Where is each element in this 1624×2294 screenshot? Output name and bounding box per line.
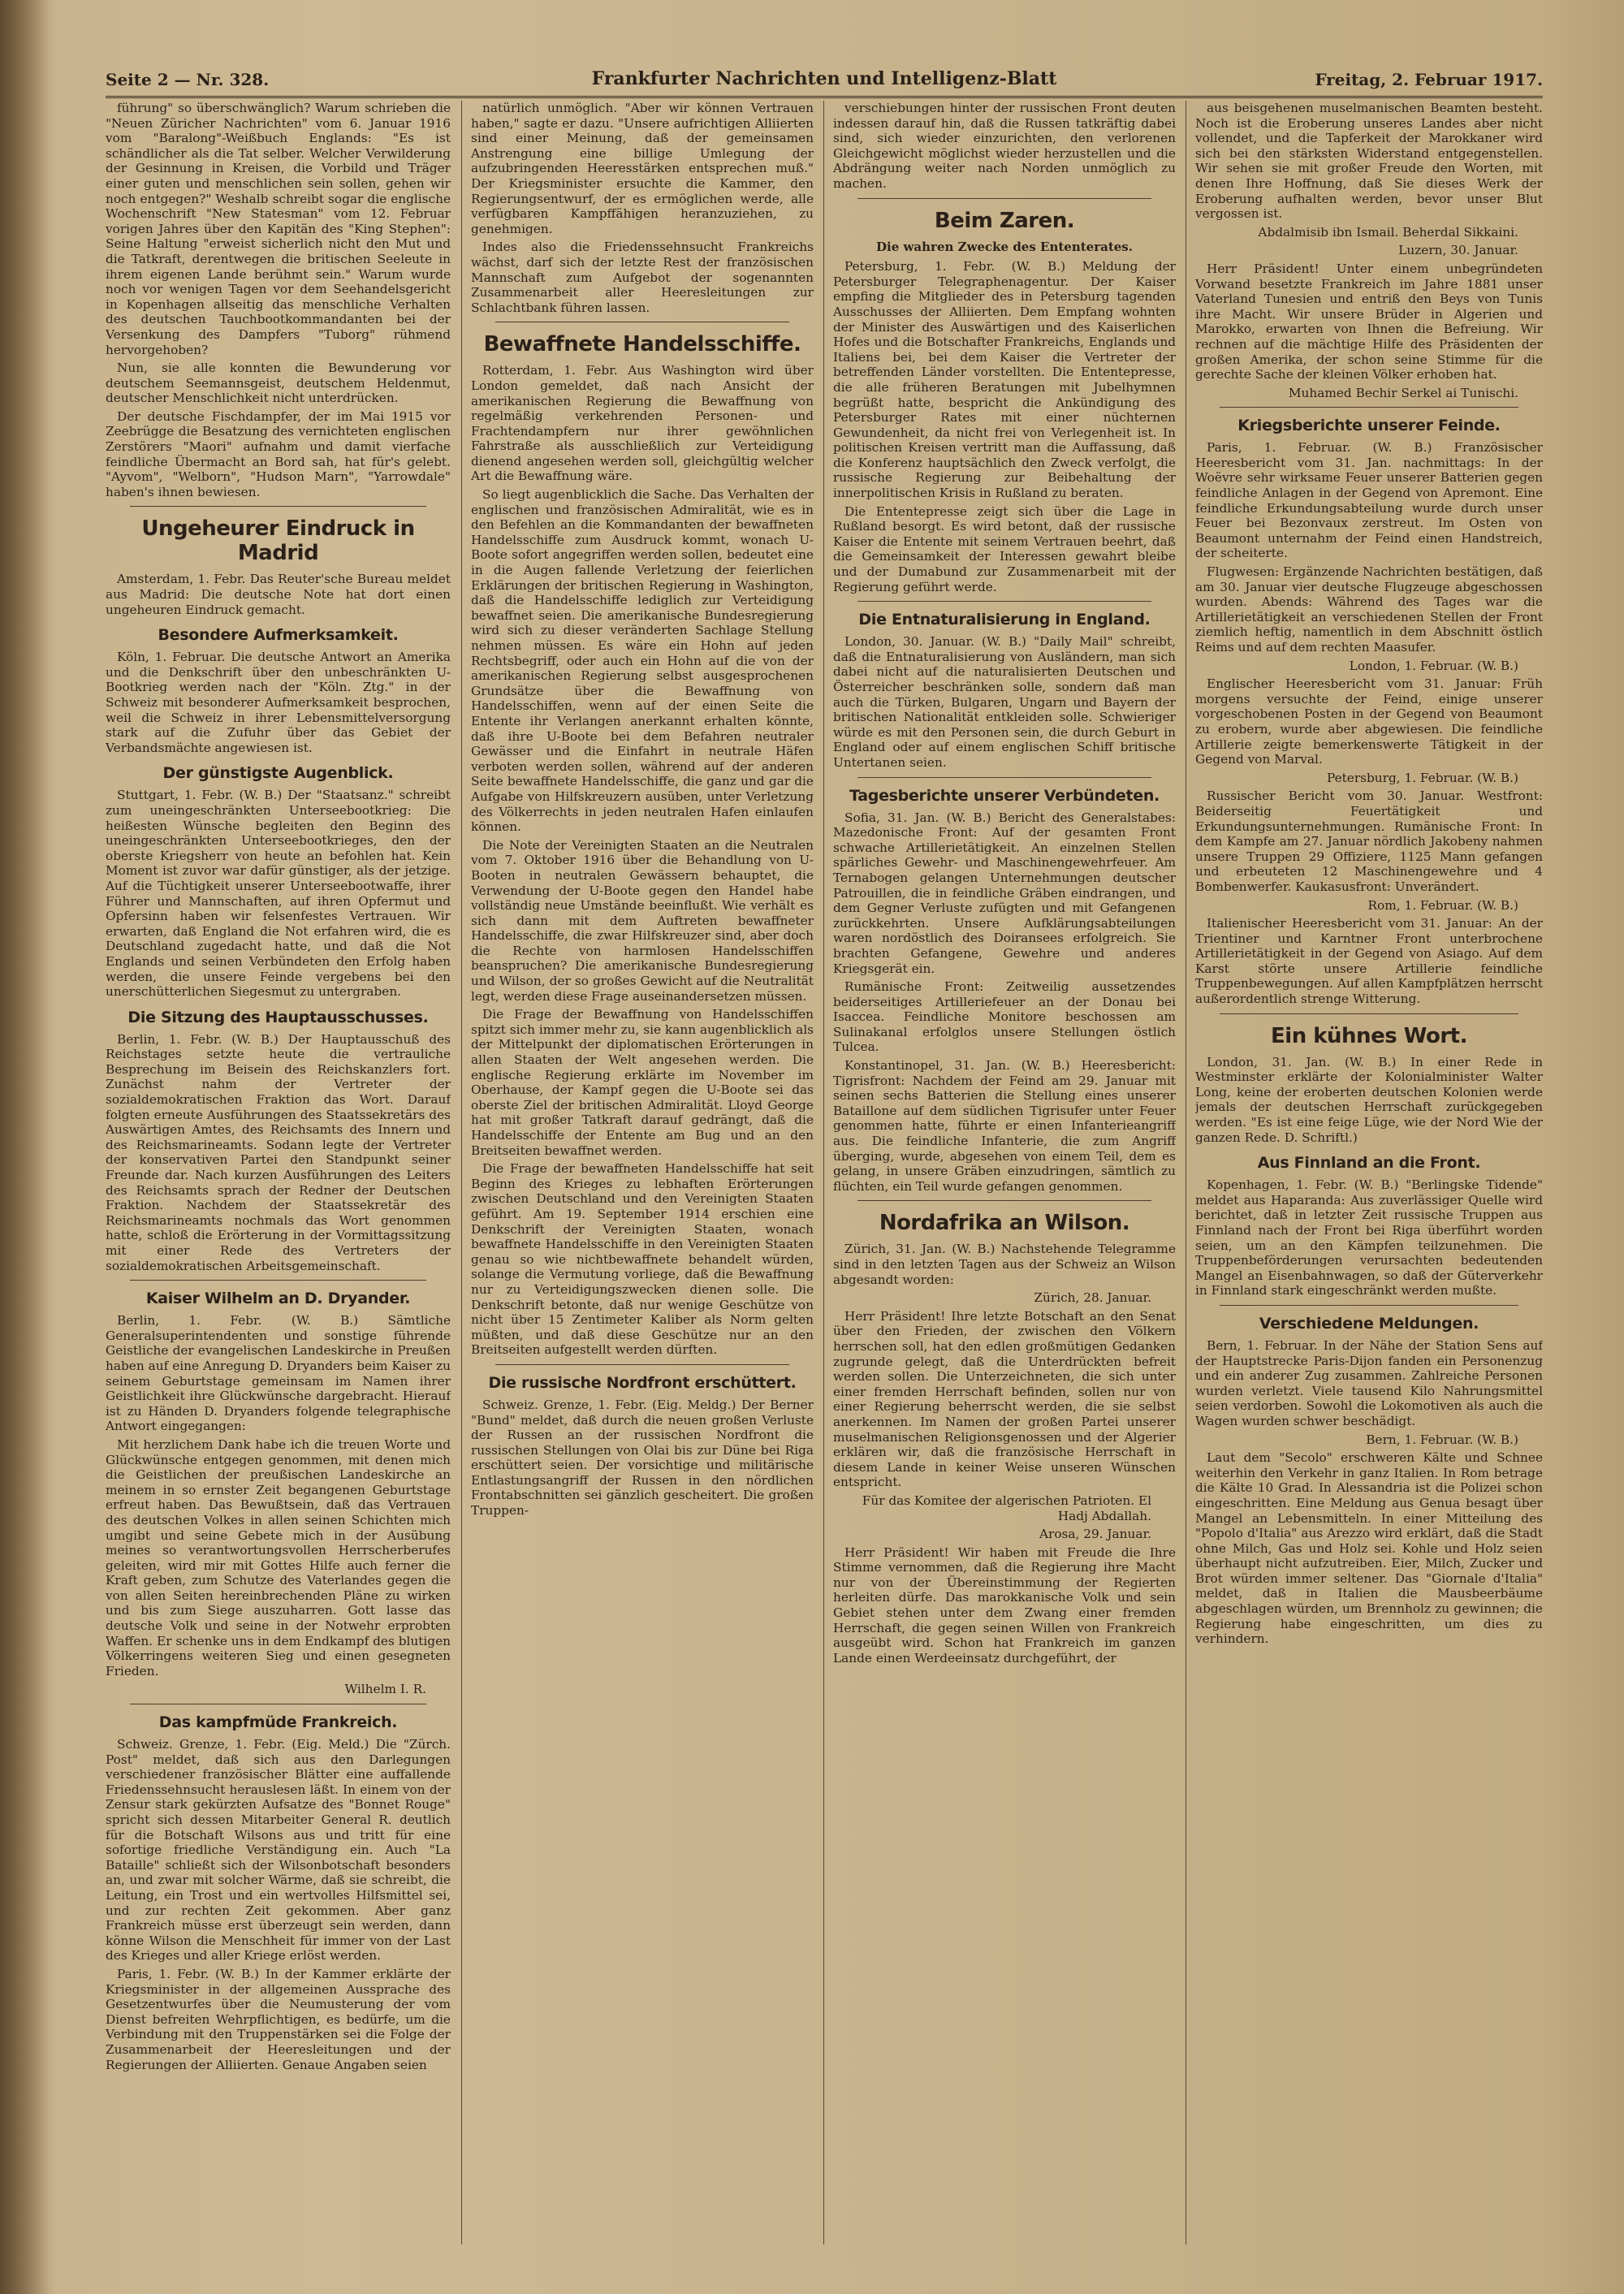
article-text: Bern, 1. Februar. In der Nähe der Station Sens auf der Hauptstrecke Paris-Dijon fanden ein Personenzug und ein anderer Zug zusammen. Zahlreiche Personen wurden verletzt. Viele tausend Kilo Nahrungsmittel seien verdorben. Sowohl die Lokomotiven als auch die Wagen wurden schwer beschädigt.	[1195, 1337, 1543, 1428]
article-text: Paris, 1. Febr. (W. B.) In der Kammer erklärte der Kriegsminister in der allgemeinen Aussprache des Gesetzentwurfes über die Neumusterung der vom Dienst befreiten Wehrpflichtigen, es bedürfe, um die Verbindung mit den Truppenstärken sei die Folge der Zusammenarbeit der Heeresleitungen und der Regierungen der Alliierten. Genaue Angaben seien	[106, 1966, 451, 2072]
dateline: Petersburg, 1. Februar. (W. B.)	[1326, 770, 1518, 785]
article-text: Köln, 1. Februar. Die deutsche Antwort an Amerika und die Denkschrift über den unbeschränkten U-Bootkrieg werden nach der "Köln. Ztg." in der Schweiz mit besonderer Aufmerksamkeit besprochen, weil die Schweiz in ihrer Lebensmittelversorgung stark auf die Zufuhr über das Gebiet der Verbandsmächte angewiesen ist.	[106, 650, 451, 755]
headline-kaiser: Kaiser Wilhelm an D. Dryander.	[145, 1290, 411, 1308]
divider	[857, 777, 1151, 778]
article-text: führung" so überschwänglich? Warum schrieben die "Neuen Züricher Nachrichten" vom 6. Januar 1916 vom "Baralong"-Weißbuch Englands: "Es ist schändlicher als die Tat selber. Welcher Verwilderung der Gesinnung in Kreisen, die Vorbild und Träger einer guten und menschlichen sein sollen, gehen wir noch entgegen?" Weshalb schreibt sogar die englische Wochenschrift "New Statesman" vom 12. Februar vorigen Jahres über den Kapitän des "King Stephen": Seine Haltung "erweist sicherlich nicht den Mut und die Tatkraft, derentwegen die britischen Seeleute in ihrem eigenen Lande berühmt sein." Warum wurde noch vor wenigen Tagen vor dem Seehandelsgericht in Kopenhagen allseitig das menschliche Verhalten des deutschen Tauchbootkommandanten bei der Versenkung des Dampfers "Tuborg" rühmend hervorgehoben?	[106, 101, 451, 357]
headline-finnland: Aus Finnland an die Front.	[1257, 1154, 1481, 1173]
article-text: Laut dem "Secolo" erschweren Kälte und Schnee weiterhin den Verkehr in ganz Italien. In Rom betrage die Kälte 10 Grad. In Alessandria ist die Polizei schon eingeschritten. Eine Meldung aus Genua besagt über Mangel an Lebensmitteln. In einer Mitteilung des "Popolo d'Italia" aus Arezzo wird erklärt, daß die Stadt ohne Milch, Gas und Holz sei. Kohle und Holz seien überhaupt nicht aufzutreiben. Eier, Milch, Zucker und Brot würden immer seltener. Das "Giornale d'Italia" meldet, daß in Italien die Mausbeerbäume abgeschlagen würden, um Brennholz zu gewinnen; die Regierung habe eingeschritten, um dies zu verhindern.	[1195, 1450, 1543, 1647]
headline-aufmerksamkeit: Besondere Aufmerksamkeit.	[158, 626, 399, 645]
headline-augenblick: Der günstigste Augenblick.	[162, 764, 394, 783]
article-text: Paris, 1. Februar. (W. B.) Französischer Heeresbericht vom 31. Jan. nachmittags: In der Woëvre sehr wirksame Feuer unserer Batterien gegen feindliche Anlagen in der Gegend von Apremont. Eine feindliche Erkundungsabteilung wurde durch unser Feuer bei Bezonvaux zerstreut. Im Osten von Beaumont unternahm der Feind einen Handstreich, der scheiterte.	[1195, 440, 1543, 561]
divider	[857, 198, 1151, 199]
article-text: So liegt augenblicklich die Sache. Das Verhalten der englischen und französischen Admiralität, wie es in den Befehlen an die Kommandanten der bewaffneten Handelsschiffe zum Ausdruck kommt, wonach U-Boote sofort angegriffen werden sollen, bedeutet eine in die Augen fallende Verletzung der feierlichen Erklärungen der britischen Regierung in Washington, daß die Handelsschiffe lediglich zur Verteidigung bewaffnet seien. Die amerikanische Bundesregierung wird sich zu dieser veränderten Sachlage Stellung nehmen müssen. Es wäre ein Hohn auf jeden Rechtsbegriff, oder auch ein Hohn auf die von der amerikanischen Regierung selbst ausgesprochenen Grundsätze über die Bewaffnung von Handelsschiffen, wenn auf der einen Seite die Entente ihr Verlangen anerkannt erhalten könnte, daß ihre U-Boote bei dem Befahren neutraler Gewässer und die Einfahrt in neutrale Häfen verboten werden sollen, während auf der anderen Seite bewaffnete Handelsschiffe, die ganz und gar die Aufgabe von Hilfskreuzern ausüben, unter Verletzung des Völkerrechts in jeden neutralen Hafen einlaufen können.	[471, 487, 814, 835]
article-text: Der deutsche Fischdampfer, der im Mai 1915 vor Zeebrügge die Besatzung des vernichteten englischen Zerstörers "Maori" aufnahm und damit vierfache feindliche Übermacht an Bord sah, hat für's gelebt. "Ayvom", "Welborn", "Hudson Marn", "Yarrowdale" haben's ihnen bewiesen.	[106, 408, 451, 499]
headline-meldungen: Verschiedene Meldungen.	[1259, 1314, 1479, 1333]
divider	[857, 1200, 1151, 1201]
article-text: London, 30. Januar. (W. B.) "Daily Mail" schreibt, daß die Entnaturalisierung von Ausländern, man sich dabei nicht auf die naturalisierten Deutschen und Österreicher beschränken solle, sondern daß man auch die Türken, Bulgaren, Ungarn und Bayern der britischen Nationalität entkleiden solle. Schwieriger würde es mit den Personen sein, die durch Geburt in England oder auf einem englischen Schiff britische Untertanen seien.	[833, 634, 1176, 770]
article-text: natürlich unmöglich. "Aber wir können Vertrauen haben," sagte er dazu. "Unsere aufrichtigen Alliierten sind einer Meinung, daß der gemeinsamen Anstrengung eine billige Umlegung der aufzubringenden Heeresstärken entsprechen muß." Der Kriegsminister ersuchte die Kammer, den Regierungsentwurf, der es ermöglichen werde, alle verfügbaren Kampffähigen heranzuziehen, zu genehmigen.	[471, 101, 814, 236]
article-text: Russischer Bericht vom 30. Januar. Westfront: Beiderseitig Feuertätigkeit und Erkundungsunternehmungen. Rumänische Front: In dem Kampfe am 27. Januar nördlich Jakobeny nahmen unsere Truppen 29 Offiziere, 1125 Mann gefangen und erbeuteten 12 Maschinengewehre und 4 Bombenwerfer. Kaukasusfront: Unverändert.	[1195, 788, 1543, 894]
divider	[130, 506, 426, 507]
article-text: Englischer Heeresbericht vom 31. Januar: Früh morgens versuchte der Feind, einige unserer vorgeschobenen Posten in der Gegend von Beaumont zu erobern, wurde aber abgewiesen. Die feindliche Artillerie zeigte bemerkenswerte Tätigkeit in der Gegend von Marval.	[1195, 676, 1543, 767]
article-text: Petersburg, 1. Febr. (W. B.) Meldung der Petersburger Telegraphenagentur. Der Kaiser empfing die Mitglieder des in Petersburg tagenden Ausschusses der Alliierten. Dem Empfang wohnten der Minister des Auswärtigen und des Kaiserlichen Hofes und die Botschafter Frankreichs, Englands und Italiens bei, bei dem Kaiser die Vertreter der betreffenden Länder vorstellten. Die Ententepresse, die alle früheren Beratungen mit Jubelhymnen begrüßt hatte, bespricht die Ankündigung des Petersburger Rates mit einer nüchternen Gewundenheit, da nicht frei von Verlegenheit ist. In politischen Kreisen vertritt man die Auffassung, daß die Konferenz hauptsächlich den Zweck verfolgt, die russische Regierung zur Beibehaltung der innerpolitischen Krisis in Rußland zu beraten.	[833, 259, 1176, 501]
dateline: Bern, 1. Februar. (W. B.)	[1366, 1432, 1518, 1447]
headline-entnaturalisierung: Die Entnaturalisierung in England.	[858, 611, 1151, 629]
article-text: Die Note der Vereinigten Staaten an die Neutralen vom 7. Oktober 1916 über die Behandlung von U-Booten in neutralen Gewässern behauptet, die Verwendung der U-Boote gegen den Handel habe vollständig neue Umstände beeinflußt. Wie verhält es sich dann mit dem Auftreten bewaffneter Handelsschiffe, die zwar Hilfskreuzer sind, aber doch die Rechte von harmlosen Handelsschiffen beanspruchen? Die amerikanische Bundesregierung und Wilson, der so großes Gewicht auf die Neutralität legt, werden diese Frage auseinandersetzen müssen.	[471, 837, 814, 1004]
column-1	[106, 101, 451, 2244]
issue-date: Freitag, 2. Februar 1917.	[1315, 70, 1543, 89]
article-text: Die Ententepresse zeigt sich über die Lage in Rußland besorgt. Es wird betont, daß der russische Kaiser die Entente mit seinem Vertrauen beehrt, daß die Gemeinsamkeit der Interessen gewahrt bleibe und der Dumabund zur Zusammenarbeit mit der Regierung geführt werde.	[833, 503, 1176, 594]
column-3	[833, 101, 1176, 2244]
dateline: Zürich, 28. Januar.	[1034, 1290, 1151, 1306]
dateline: Luzern, 30. Januar.	[1398, 243, 1518, 258]
article-text: Flugwesen: Ergänzende Nachrichten bestätigen, daß am 30. Januar vier deutsche Flugzeuge abgeschossen wurden. Abends: Während des Tages war die Artillerietätigkeit an verschiedenen Stellen der Front ziemlich heftig, namentlich in dem Abschnitt östlich Reims und auf dem rechten Maasufer.	[1195, 564, 1543, 655]
page-number: Seite 2 — Nr. 328.	[106, 70, 270, 89]
headline-wilson: Nordafrika an Wilson.	[879, 1211, 1130, 1236]
article-text: Rumänische Front: Zeitweilig aussetzendes beiderseitiges Artilleriefeuer an der Donau bei Isaccea. Feindliche Monitore beschossen am Sulinakanal erfolglos unsere Stellungen östlich Tulcea.	[833, 979, 1176, 1055]
dateline: Rom, 1. Februar. (W. B.)	[1367, 897, 1518, 913]
column-2	[471, 101, 814, 2244]
column-rule	[461, 101, 462, 2244]
newspaper-title: Frankfurter Nachrichten und Intelligenz-Blatt	[591, 68, 1057, 89]
signature: Für das Komitee der algerischen Patrioten. El Hadj Abdallah.	[862, 1493, 1151, 1523]
divider	[1220, 1013, 1518, 1014]
dateline: London, 1. Februar. (W. B.)	[1349, 658, 1518, 673]
column-rule	[823, 101, 824, 2244]
article-text: Konstantinopel, 31. Jan. (W. B.) Heeresbericht: Tigrisfront: Nachdem der Feind am 29. Januar mit seinen sechs Batterien die Stellung eines unserer Bataillone auf dem südlichen Tigrisufer unter Feuer genommen hatte, führte er einen Infanterieangriff aus. Die feindliche Infanterie, die zum Angriff überging, wurde, abgesehen von einem Teil, dem es gelang, in unsere Gräben einzudringen, sämtlich zu flüchten, ein Teil wurde gefangen genommen.	[833, 1058, 1176, 1194]
page-header	[106, 63, 1543, 98]
article-text: Schweiz. Grenze, 1. Febr. (Eig. Meld.) Die "Zürch. Post" meldet, daß sich aus den Darlegungen verschiedener französischer Blätter eine auffallende Friedenssehnsucht herauslesen läßt. In einem von der Zensur stark gekürzten Aufsatze des "Bonnet Rouge" spricht sich dessen Mitarbeiter General R. deutlich für die Botschaft Wilsons aus und tritt für eine sofortige friedliche Verständigung ein. Auch "La Bataille" schließt sich der Wilsonbotschaft besonders an, und zwar mit solcher Wärme, daß sie schreibt, die Leitung, ein Trost und ein wertvolles Hilfsmittel sei, und zur rechten Zeit gekommen. Aber ganz Frankreich müsse erst überzeugt sein werden, dann könne Wilson die Menschheit für immer von der Last des Krieges und aller Kriege erlöst werden.	[106, 1737, 451, 1964]
article-text: Sofia, 31. Jan. (W. B.) Bericht des Generalstabes: Mazedonische Front: Auf der gesamten Front schwache Artillerietätigkeit. An einzelnen Stellen spärliches Gewehr- und Maschinengewehrfeuer. Am Ternabogen gelangen Unternehmungen deutscher Patrouillen, die in feindliche Gräben eindrangen, und dem Gegner Verluste zufügten und mit Gefangenen zurückkehrten. Unsere Aufklärungsabteilungen waren nordöstlich des Doiransees erfolgreich. Sie brachten Gefangene, Gewehre und anderes Kriegsgerät ein.	[833, 810, 1176, 976]
article-text: Kopenhagen, 1. Febr. (W. B.) "Berlingske Tidende" meldet aus Haparanda: Aus zuverlässiger Quelle wird berichtet, daß in letzter Zeit russische Truppen aus Finnland nach der Front bei Riga überführt worden seien, um an den Kämpfen teilzunehmen. Die Truppenbeförderungen verursachten bedeutenden Mangel an Eisenbahnwagen, so daß der Güterverkehr in Finnland stark eingeschränkt werden mußte.	[1195, 1177, 1543, 1298]
article-text: Italienischer Heeresbericht vom 31. Januar: An der Trientiner und Karntner Front unterbrochene Artillerietätigkeit in der Gegend von Asiago. Auf dem Karst störte unsere Artillerie feindliche Truppenbewegungen. Auf allen Kampfplätzen herrscht außerordentlich strenge Witterung.	[1195, 916, 1543, 1007]
signature: Wilhelm I. R.	[344, 1682, 426, 1697]
article-text: Herr Präsident! Unter einem unbegründeten Vorwand besetzte Frankreich im Jahre 1881 unser Vaterland Tunesien und entriß den Beys von Tunis ihre Macht. Wir unsere Brüder in Algerien und Marokko, erwarten von Ihnen die Befreiung. Wir rechnen auf die mächtige Hilfe des Präsidenten der großen Amerika, der schon seine Stimme für die gerechte Sache der kleinen Völker erhoben hat.	[1195, 261, 1543, 382]
article-text: Berlin, 1. Febr. (W. B.) Sämtliche Generalsuperintendenten und sonstige führende Geistliche der evangelischen Landeskirche in Preußen haben auf eine Anregung D. Dryanders beim Kaiser zu seinem Geburtstage gemeinsam im Namen ihrer Geistlichkeit ihre Glückwünsche dargebracht. Hierauf ist zu Händen D. Dryanders folgende telegraphische Antwort eingegangen:	[106, 1313, 451, 1434]
headline-handelsschiffe: Bewaffnete Handelsschiffe.	[483, 332, 801, 357]
headline-nordfront: Die russische Nordfront erschüttert.	[488, 1373, 797, 1392]
subheadline: Die wahren Zwecke des Ententerates.	[876, 239, 1133, 254]
signature: Abdalmisib ibn Ismail. Beherdal Sikkaini.	[1258, 224, 1518, 240]
divider	[1220, 1305, 1518, 1306]
article-text: aus beisgehenen muselmanischen Beamten besteht. Noch ist die Eroberung unseres Landes aber nicht vollendet, und die Tapferkeit der Marokkaner wird sich bei den stärksten Widerstand entgegenstellen. Wir sehen sie mit großer Freude den Worten, mit denen Ihre Hoffnung, daß Sie dieses Werk der Eroberung aufhalten werden, bevor unser Blut vergossen ist.	[1195, 101, 1543, 222]
signature: Muhamed Bechir Serkel ai Tunischi.	[1288, 385, 1518, 400]
dateline: Arosa, 29. Januar.	[1039, 1527, 1151, 1542]
headline-hauptausschuss: Die Sitzung des Hauptausschusses.	[127, 1008, 429, 1026]
headline-madrid: Ungeheurer Eindruck in Madrid	[141, 516, 415, 566]
article-text: Stuttgart, 1. Febr. (W. B.) Der "Staatsanz." schreibt zum uneingeschränkten Unterseebootkrieg: Die heißesten Wünsche begleiten den Beginn des uneingeschränkten Unterseebootkrieges, den der oberste Kriegsherr von heute an befohlen hat. Kein Moment ist zuvor war dafür günstiger, als der jetzige. Auf die Tüchtigkeit unserer Unterseebootwaffe, ihrer Führer und Mannschaften, auf ihren Opfermut und Opfersinn haben wir felsenfestes Vertrauen. Wir erwarten, daß England die Not erfahren wird, die es Deutschland zugedacht hatte, und daß die Not Englands und seinen Verbündeten den Erfolg haben werden, die unsere Feinde vergebens bei den unerschütterlichen Siegesmut zu untergraben.	[106, 788, 451, 1000]
article-text: Die Frage der bewaffneten Handelsschiffe hat seit Beginn des Krieges zu lebhaften Erörterungen zwischen Deutschland und den Vereinigten Staaten geführt. Am 19. September 1914 erschien eine Denkschrift der Vereinigten Staaten, wonach bewaffnete Handelsschiffe in den Vereinigten Staaten genau so wie nichtbewaffnete behandelt würden, solange die Vermutung vorliege, daß die Bewaffnung nur zu Verteidigungszwecken dienen solle. Die Denkschrift betonte, daß nur wenige Geschütze von nicht über 15 Zentimeter Kaliber als Norm gelten müßten, und daß diese Geschütze nur an den Breitseiten aufgestellt werden dürften.	[471, 1161, 814, 1358]
divider	[130, 1280, 426, 1281]
article-text: Amsterdam, 1. Febr. Das Reuter'sche Bureau meldet aus Madrid: Die deutsche Note hat dort einen ungeheuren Eindruck gemacht.	[106, 572, 451, 617]
article-text: Herr Präsident! Ihre letzte Botschaft an den Senat über den Frieden, der zwischen den Völkern herrschen soll, hat den edlen großmütigen Gedanken zugrunde gelegt, daß die Unterdrückten befreit werden sollen. Die Unterzeichneten, die sich unter einer fremden Herrschaft befinden, sollen nur von einer Regierung beherrscht werden, die sie selbst anerkennen. Im Namen der großen Partei unserer muselmanischen Religionsgenossen und der Algerier erklären wir, daß die französische Herrschaft in diesem Lande in keiner Weise unseren Wünschen entspricht.	[833, 1308, 1176, 1490]
article-text: Zürich, 31. Jan. (W. B.) Nachstehende Telegramme sind in den letzten Tagen aus der Schweiz an Wilson abgesandt worden:	[833, 1242, 1176, 1287]
page-gutter-shadow	[0, 0, 49, 2294]
article-text: Mit herzlichem Dank habe ich die treuen Worte und Glückwünsche entgegen genommen, mit denen mich die Geistlichen der preußischen Landeskirche an meinem in so ernster Zeit begangenen Geburtstage erfreut haben. Das Bewußtsein, daß das Vertrauen des deutschen Volkes in allen seinen Schichten mich umgibt und seine Gebete mich in der Ausübung meines so verantwortungsvollen Herrscherberufes geleiten, wird mir mit Gottes Hilfe auch ferner die Kraft geben, zum Schutze des Vaterlandes gegen die von allen Seiten hereinbrechenden Pläne zu wirken und bis zum Siege auszuharren. Gott lasse das deutsche Volk und seine in der Notwehr erprobten Waffen. Er schenke uns in dem Endkampf des blutigen Völkerringens weiteren Sieg und einen gesegneten Frieden.	[106, 1436, 451, 1678]
divider	[857, 601, 1151, 602]
headline-feinde: Kriegsberichte unserer Feinde.	[1237, 417, 1501, 435]
article-text: Nun, sie alle konnten die Bewunderung vor deutschem Seemannsgeist, deutschem Heldenmut, deutscher Menschlichkeit nicht unterdrücken.	[106, 361, 451, 406]
article-text: Herr Präsident! Wir haben mit Freude die Ihre Stimme vernommen, daß die Regierung ihre Macht nur von der Übereinstimmung der Regierten herleiten dürfe. Das marokkanische Volk und sein Gebiet stehen unter dem Zwang einer fremden Herrschaft, die gegen seinen Willen von Frankreich ausgeübt wird. Schon hat Frankreich im ganzen Lande einen Werdeeinsatz durchgeführt, der	[833, 1544, 1176, 1665]
column-4	[1195, 101, 1543, 2244]
article-text: verschiebungen hinter der russischen Front deuten indessen darauf hin, daß die Russen tatkräftig dabei sind, sich wieder einzurichten, den verlorenen Gleichgewicht möglichst wieder herzustellen und die Abdrängung weiter nach Norden unmöglich zu machen.	[833, 101, 1176, 191]
headline-verbuendete: Tagesberichte unserer Verbündeten.	[849, 786, 1160, 805]
article-text: Berlin, 1. Febr. (W. B.) Der Hauptausschuß des Reichstages setzte heute die vertrauliche Besprechung im Beisein des Reichskanzlers fort. Zunächst nahm der Vertreter der sozialdemokratischen Fraktion das Wort. Darauf folgten erneute Ausführungen des Staatssekretärs des Auswärtigen Amtes, des Reichsamts des Innern und des Reichsmarineamts. Sodann legte der Vertreter der konservativen Partei den Standpunkt seiner Freunde dar. Nach kurzen Ausführungen des Leiters des Reichsamts sprach der Redner der Deutschen Fraktion. Nachdem der Staatssekretär des Reichsmarineamts nochmals das Wort genommen hatte, schloß die Erörterung in der Vormittagssitzung mit einer Rede des Vertreters der sozialdemokratischen Arbeitsgemeinschaft.	[106, 1031, 451, 1273]
article-text: Rotterdam, 1. Febr. Aus Washington wird über London gemeldet, daß nach Ansicht der amerikanischen Regierung die Bewaffnung von regelmäßig verkehrenden Personen- und Frachtendampfern nur ihrer gewöhnlichen Fahrstraße als ausschließlich zur Verteidigung dienend angesehen werden soll, gleichgültig welcher Art die Bewaffnung wäre.	[471, 363, 814, 484]
article-text: Indes also die Friedenssehnsucht Frankreichs wächst, darf sich der letzte Rest der französischen Mannschaft zum Aufgebot der sogenannten Zusammenarbeit aller Heeresleitungen zur Schlachtbank führen lassen.	[471, 240, 814, 315]
headline-frankreich: Das kampfmüde Frankreich.	[158, 1713, 398, 1732]
divider	[495, 1364, 789, 1365]
headline-wort: Ein kühnes Wort.	[1271, 1023, 1467, 1048]
article-text: Schweiz. Grenze, 1. Febr. (Eig. Meldg.) Der Berner "Bund" meldet, daß durch die neuen großen Verluste der Russen an der russischen Nordfront die russischen Stellungen von Olai bis zur Düne bei Riga erschüttert seien. Der vorsichtige und militärische Entlastungsangriff der Russen in den nördlichen Frontabschnitten sei gänzlich gescheitert. Die großen Truppen-	[471, 1397, 814, 1519]
article-text: London, 31. Jan. (W. B.) In einer Rede in Westminster erklärte der Kolonialminister Walter Long, keine der eroberten deutschen Kolonien werde jemals der deutschen Herrschaft zurückgegeben werden. "Es ist eine feige Lüge, wie der Nord Wie der ganzen Rede. D. Schriftl.)	[1195, 1054, 1543, 1145]
headline-zaren: Beim Zaren.	[934, 208, 1075, 233]
divider	[1220, 407, 1518, 408]
article-text: Die Frage der Bewaffnung von Handelsschiffen spitzt sich immer mehr zu, sie kann augenblicklich als der Mittelpunkt der diplomatischen Erörterungen in allen Staaten der Welt angesehen werden. Die englische Regierung erklärte im November im Oberhause, der Kampf gegen die U-Boote sei das oberste Ziel der britischen Admiralität. Lloyd George hat mit großer Tatkraft darauf gedrängt, daß die Handelsschiffe der Entente am Bug und an den Breitseiten bewaffnet werden.	[471, 1007, 814, 1158]
